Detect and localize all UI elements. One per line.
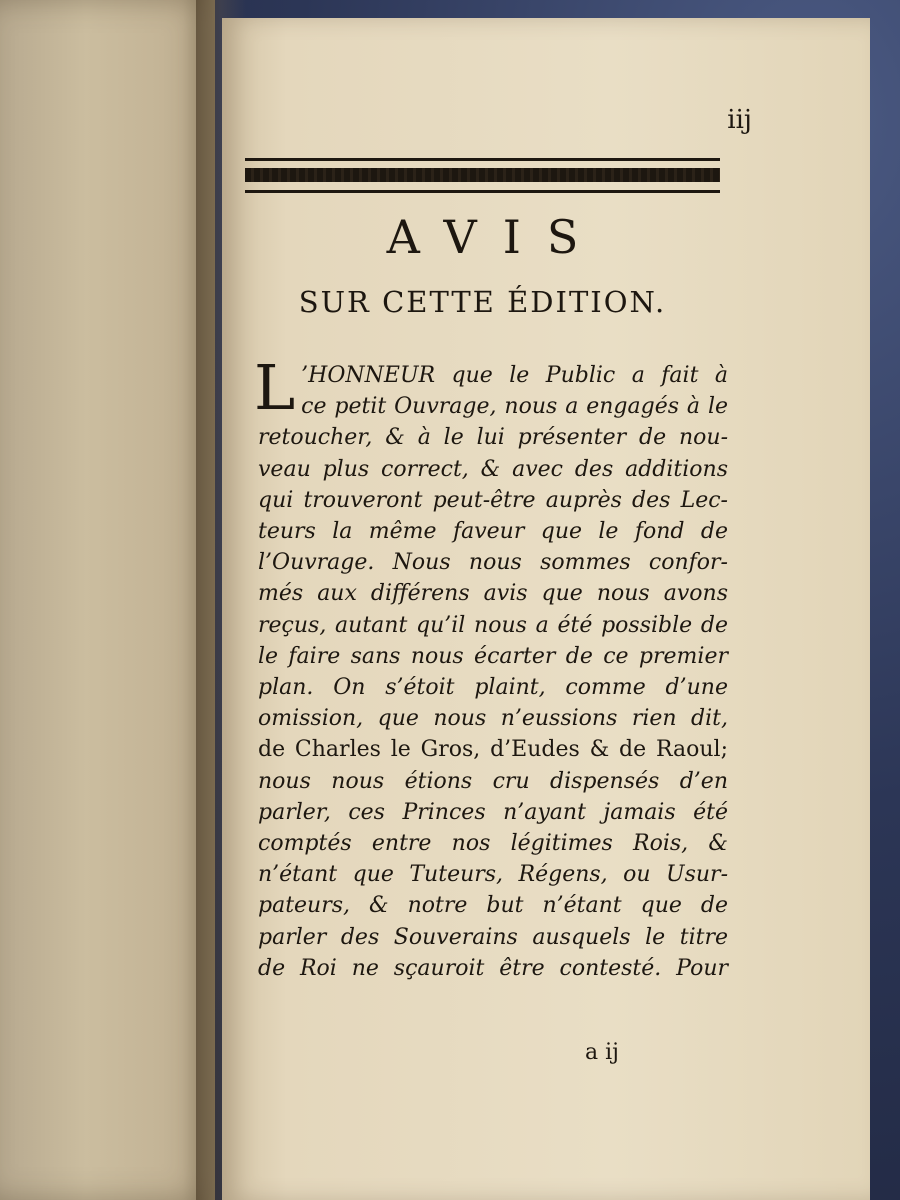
text-line: reçus, autant qu’il nous a été possible de <box>258 612 728 638</box>
text-line: veau plus correct, & avec des additions <box>258 456 728 482</box>
text-line: ’HONNEUR que le Public a fait à <box>301 363 728 388</box>
text-line: de Charles le Gros, d’Eudes & de Raoul; <box>258 737 728 763</box>
page-title: AVIS <box>386 210 605 264</box>
page-number: iij <box>727 105 752 135</box>
page-subtitle: SUR CETTE ÉDITION. <box>298 285 667 319</box>
body-text <box>254 351 728 984</box>
text-line: de Roi ne sçauroit être contesté. Pour <box>258 955 728 981</box>
text-line: ce petit Ouvrage, nous a engagés à le <box>301 394 728 420</box>
text-line: retoucher, & à le lui présenter de nou- <box>258 425 728 451</box>
header-rule-top <box>245 158 720 161</box>
text-line: parler des Souverains ausquels le titre <box>258 924 728 950</box>
text-line: le faire sans nous écarter de ce premier <box>258 643 728 669</box>
header-ornament-band <box>245 168 720 182</box>
text-line: n’étant que Tuteurs, Régens, ou Usur- <box>258 862 728 888</box>
text-line: l’Ouvrage. Nous nous sommes confor- <box>258 550 728 576</box>
text-line: comptés entre nos légitimes Rois, & <box>258 831 728 857</box>
signature-mark: a ij <box>585 1040 619 1065</box>
text-line: parler, ces Princes n’ayant jamais été <box>258 799 728 825</box>
text-line: pateurs, & notre but n’étant que de <box>258 893 728 919</box>
text-line: qui trouveront peut-être auprès des Lec- <box>258 487 728 513</box>
text-line: nous nous étions cru dispensés d’en <box>258 768 728 794</box>
text-line: omission, que nous n’eussions rien dit, <box>258 706 728 732</box>
text-line: més aux différens avis que nous avons <box>258 581 728 607</box>
left-page <box>0 0 215 1200</box>
text-line: teurs la même faveur que le fond de <box>258 519 728 545</box>
drop-cap: L <box>254 351 296 424</box>
header-rule-bottom <box>245 190 720 193</box>
text-line: plan. On s’étoit plaint, comme d’une <box>258 675 728 701</box>
